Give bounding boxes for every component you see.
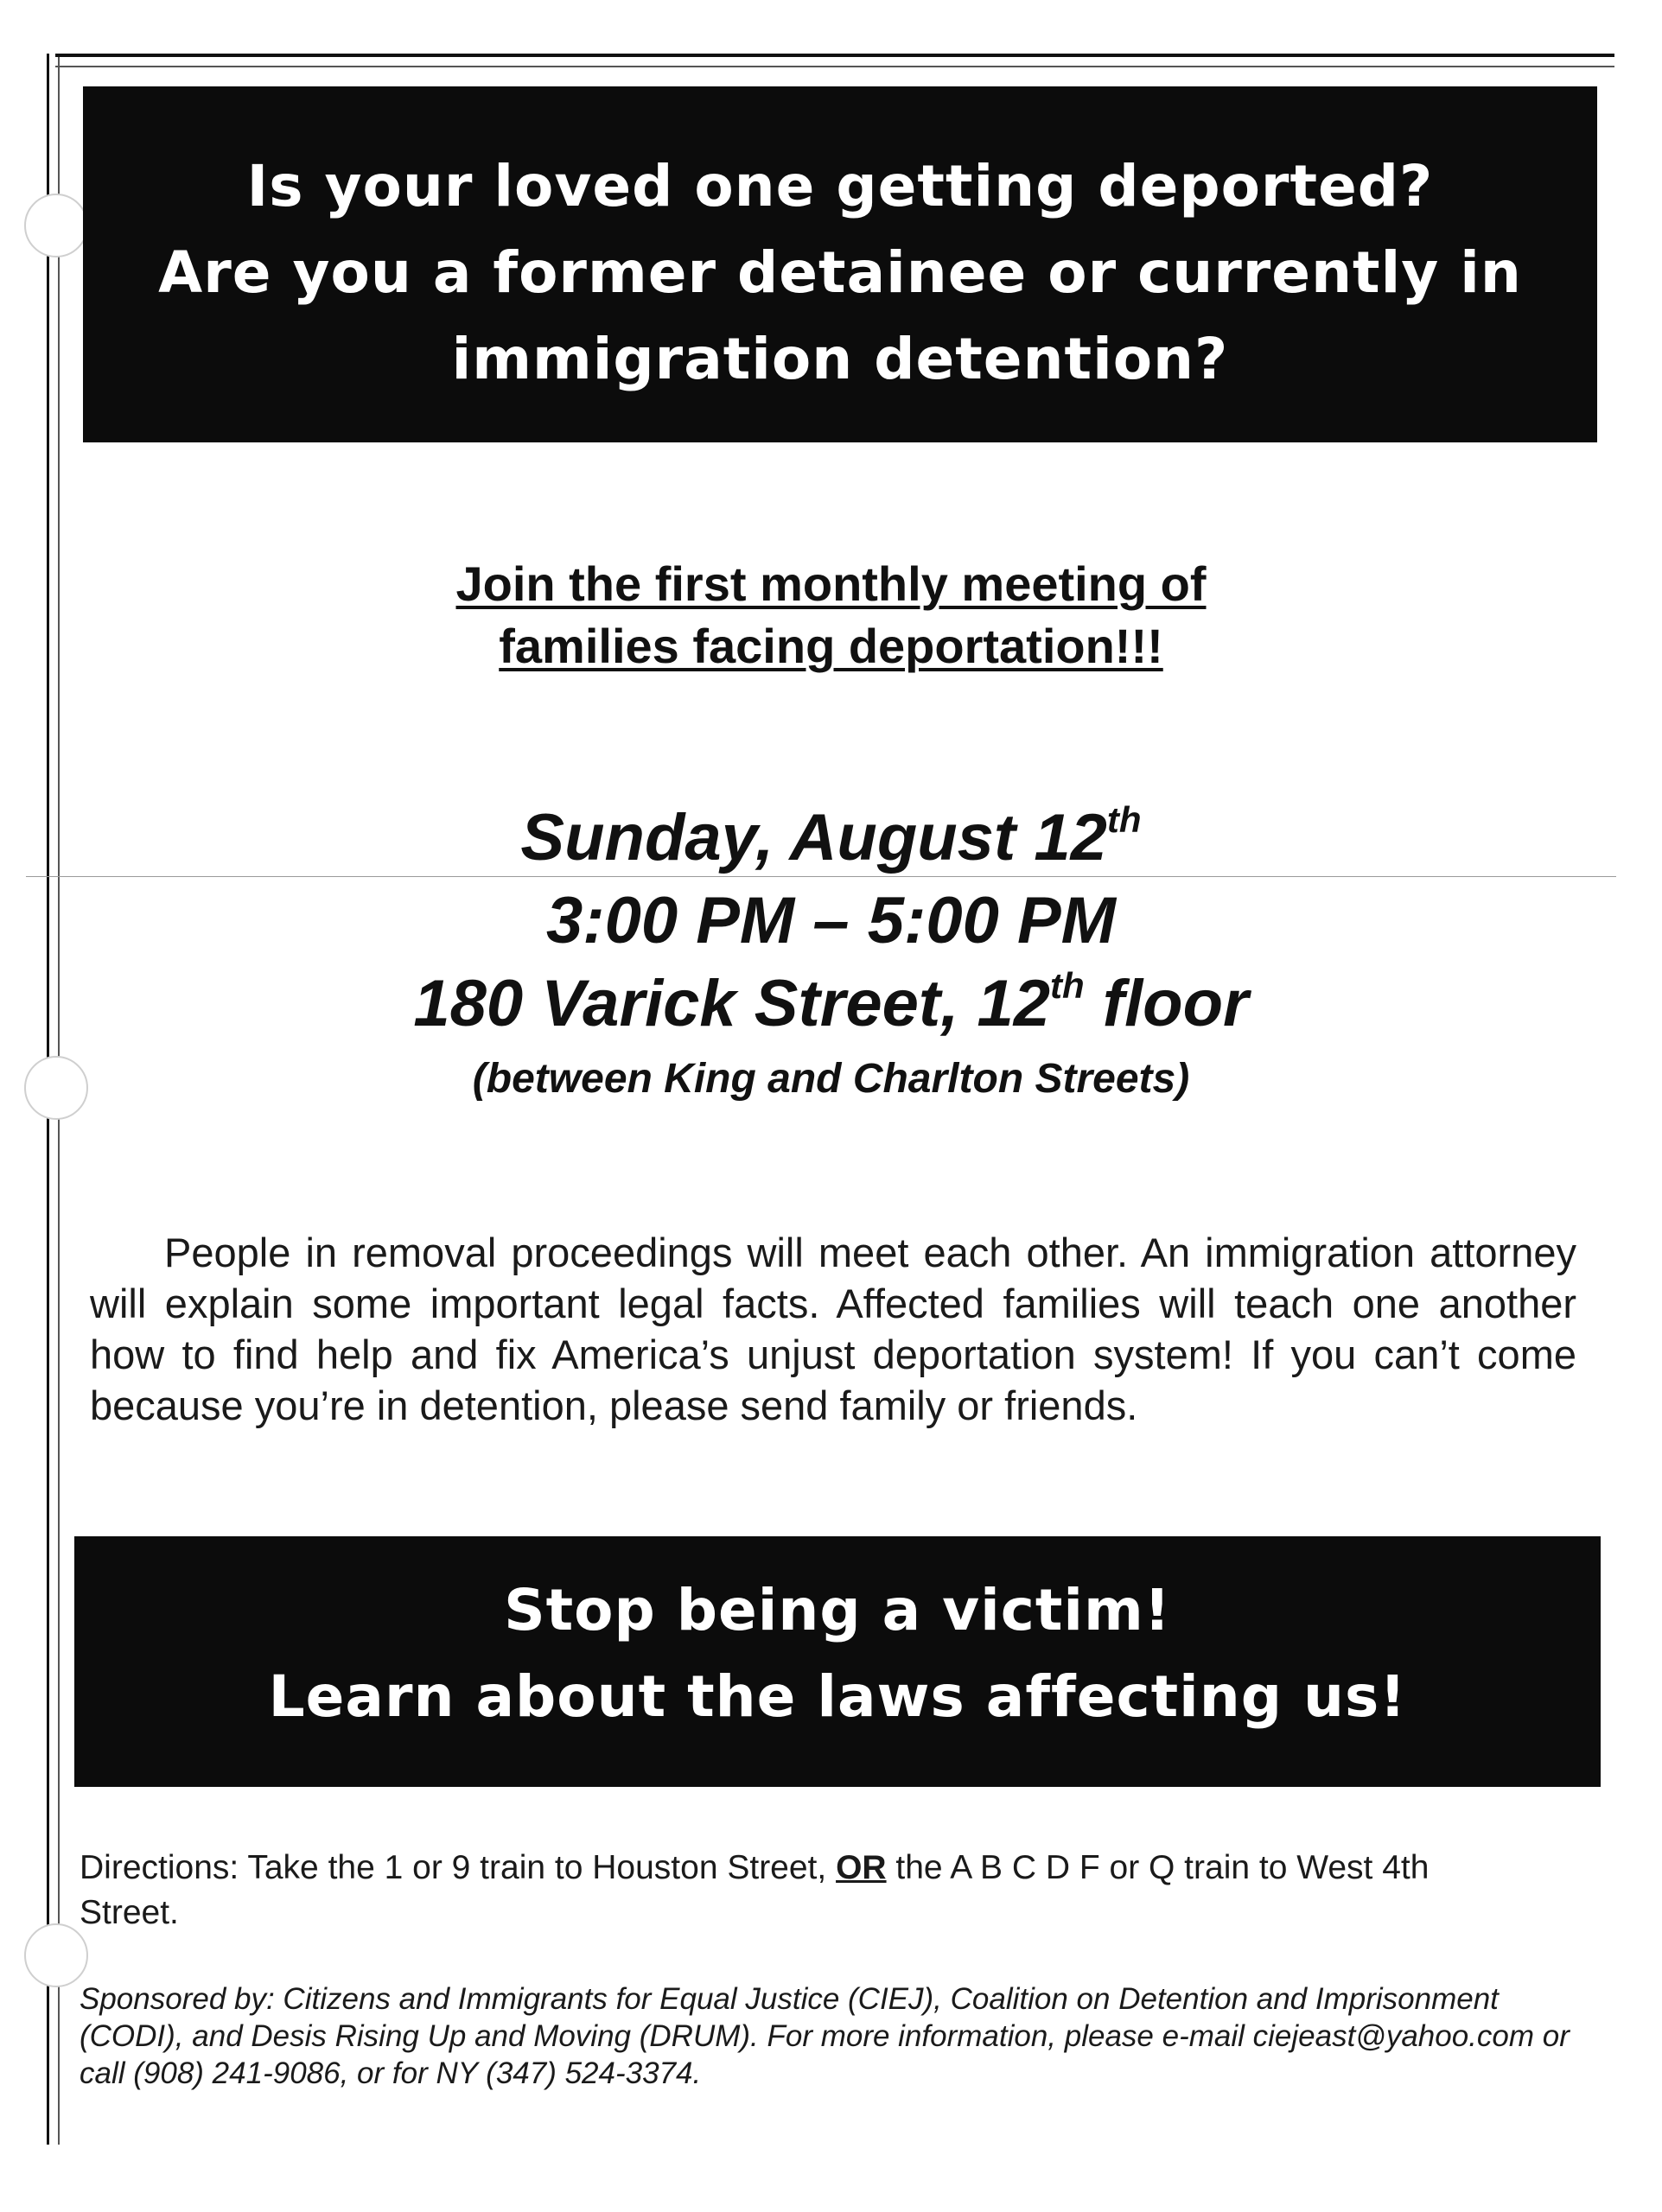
invitation-heading — [0, 553, 1662, 677]
footer-banner — [74, 1536, 1601, 1787]
event-time: 3:00 PM – 5:00 PM — [546, 884, 1116, 957]
event-address-suffix: th — [1049, 964, 1085, 1006]
footer-banner-line: Learn about the laws affecting us! — [268, 1663, 1407, 1730]
event-date-suffix: th — [1106, 798, 1142, 840]
event-address — [0, 963, 1662, 1046]
punch-hole-top — [24, 194, 88, 257]
event-details — [0, 797, 1662, 1108]
header-banner-line: immigration detention? — [451, 326, 1229, 392]
punch-hole-bottom — [24, 1923, 88, 1987]
event-date-text: Sunday, August 12 — [520, 801, 1107, 874]
description — [90, 1227, 1576, 1431]
footer-banner-line: Stop being a victim! — [504, 1577, 1171, 1643]
directions-text-end: the A B C D F or Q train to West 4th Street. — [80, 1849, 1430, 1931]
header-banner — [83, 86, 1597, 442]
invitation-line-1: Join the first monthly meeting of — [455, 556, 1207, 611]
invitation-line-2: families facing deportation!!! — [499, 619, 1163, 673]
directions-text-start: Directions: Take the 1 or 9 train to Houston Street, — [80, 1849, 837, 1886]
event-address-text: 180 Varick Street, 12 — [413, 967, 1050, 1040]
directions-or: OR — [836, 1849, 887, 1886]
description-paragraph: People in removal proceedings will meet each other. An immigration attorney will explain some important legal facts. Affected families will teach one another how to find help and fix America’s unjust deportation system! If you can’t come because you’re in detention, please send family or friends. — [90, 1230, 1576, 1428]
directions — [80, 1846, 1531, 1936]
header-banner-line: Is your loved one getting deported? — [246, 153, 1434, 219]
page-border-top — [55, 54, 1614, 67]
event-date — [0, 797, 1662, 880]
event-address-end: floor — [1084, 967, 1249, 1040]
sponsor-note: Sponsored by: Citizens and Immigrants for Equal Justice (CIEJ), Coalition on Detention and Imprisonment (CODI), and Desis Rising Up and Moving (DRUM). For more information, please e-mail ciejeast@yahoo.com or call (908) 241-9086, or for NY (347) 524-3374. — [80, 1982, 1570, 2090]
header-banner-line: Are you a former detainee or currently in — [158, 239, 1522, 306]
event-cross-streets: (between King and Charlton Streets) — [472, 1056, 1190, 1102]
